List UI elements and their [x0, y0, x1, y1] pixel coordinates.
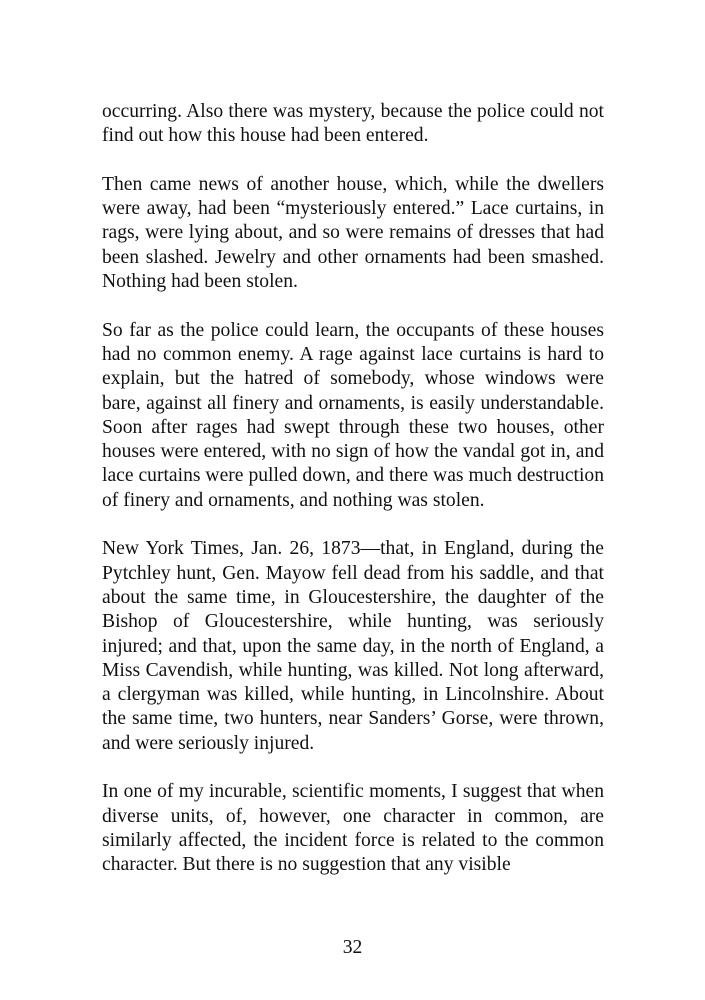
paragraph-2: Then came news of another house, which, while the dwellers were away, had been “mysteriously entered.” Lace curtains, in rags, were lying about, and so were remains of dresses that had been slashed. Jewelry and other ornaments had been smashed. Nothing had been stolen. [102, 173, 604, 293]
paragraph-4: New York Times, Jan. 26, 1873—that, in England, during the Pytchley hunt, Gen. Mayow fell dead from his saddle, and that about the same time, in Gloucestershire, the daughter of the Bishop of Gloucestershire, while hunting, was seriously injured; and that, upon the same day, in the north of England, a Miss Cavendish, while hunting, was killed. Not long afterward, a clergyman was killed, while hunting, in Lincolnshire. About the same time, two hunters, near Sanders’ Gorse, were thrown, and were seriously injured. [102, 538, 604, 754]
page-body [102, 100, 604, 902]
paragraph-3: So far as the police could learn, the occupants of these houses had no common enemy. A rage against lace curtains is hard to explain, but the hatred of somebody, whose windows were bare, against all finery and ornaments, is easily understandable. Soon after rages had swept through these two houses, other houses were entered, with no sign of how the vandal got in, and lace curtains were pulled down, and there was much destruction of finery and ornaments, and nothing was stolen. [102, 319, 604, 511]
paragraph-1: occurring. Also there was mystery, because the police could not find out how this house had been entered. [102, 101, 604, 147]
page-number: 32 [342, 937, 363, 958]
paragraph-5: In one of my incurable, scientific moments, I suggest that when diverse units, of, however, one character in common, are similarly affected, the incident force is related to the common character. But there is no suggestion that any visible [102, 781, 604, 876]
